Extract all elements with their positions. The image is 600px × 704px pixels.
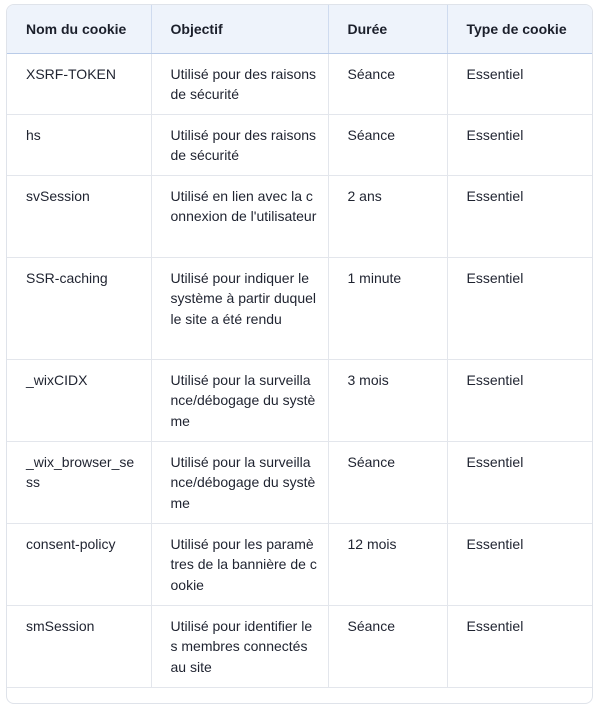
cell-cookie-name: _wix_browser_sess — [7, 441, 151, 523]
table-row — [7, 175, 592, 257]
cell-duration: 1 minute — [328, 257, 447, 359]
cell-cookie-type: Essentiel — [447, 605, 592, 687]
header-cookie-type: Type de cookie — [447, 5, 592, 53]
cell-duration: Séance — [328, 114, 447, 175]
cell-duration: 3 mois — [328, 359, 447, 441]
cell-duration: Séance — [328, 53, 447, 114]
cell-purpose: Utilisé en lien avec la connexion de l'utilisateur — [151, 175, 328, 257]
cell-cookie-name: smSession — [7, 605, 151, 687]
cookie-table-container — [6, 4, 593, 704]
cell-cookie-name: hs — [7, 114, 151, 175]
cell-duration: 2 ans — [328, 175, 447, 257]
cell-purpose: Utilisé pour indiquer le système à partir duquel le site a été rendu — [151, 257, 328, 359]
cell-cookie-name: svSession — [7, 175, 151, 257]
header-purpose: Objectif — [151, 5, 328, 53]
cell-cookie-type: Essentiel — [447, 114, 592, 175]
cell-cookie-name: XSRF-TOKEN — [7, 53, 151, 114]
table-header-row — [7, 5, 592, 53]
cell-cookie-type: Essentiel — [447, 441, 592, 523]
table-row — [7, 523, 592, 605]
cell-cookie-type: Essentiel — [447, 359, 592, 441]
cell-cookie-name: _wixCIDX — [7, 359, 151, 441]
header-duration: Durée — [328, 5, 447, 53]
table-row — [7, 257, 592, 359]
cookie-table — [7, 5, 592, 688]
table-row — [7, 114, 592, 175]
table-row — [7, 441, 592, 523]
table-row — [7, 605, 592, 687]
table-row — [7, 359, 592, 441]
cell-purpose: Utilisé pour identifier les membres connectés au site — [151, 605, 328, 687]
cell-purpose: Utilisé pour des raisons de sécurité — [151, 53, 328, 114]
cell-cookie-type: Essentiel — [447, 523, 592, 605]
table-row — [7, 53, 592, 114]
cell-duration: Séance — [328, 605, 447, 687]
header-cookie-name: Nom du cookie — [7, 5, 151, 53]
cell-purpose: Utilisé pour la surveillance/débogage du système — [151, 359, 328, 441]
cell-cookie-name: SSR-caching — [7, 257, 151, 359]
cell-purpose: Utilisé pour la surveillance/débogage du système — [151, 441, 328, 523]
cell-cookie-type: Essentiel — [447, 53, 592, 114]
cell-cookie-type: Essentiel — [447, 175, 592, 257]
cell-cookie-type: Essentiel — [447, 257, 592, 359]
cell-duration: Séance — [328, 441, 447, 523]
cell-cookie-name: consent-policy — [7, 523, 151, 605]
cell-purpose: Utilisé pour des raisons de sécurité — [151, 114, 328, 175]
cell-duration: 12 mois — [328, 523, 447, 605]
cell-purpose: Utilisé pour les paramètres de la bannière de cookie — [151, 523, 328, 605]
